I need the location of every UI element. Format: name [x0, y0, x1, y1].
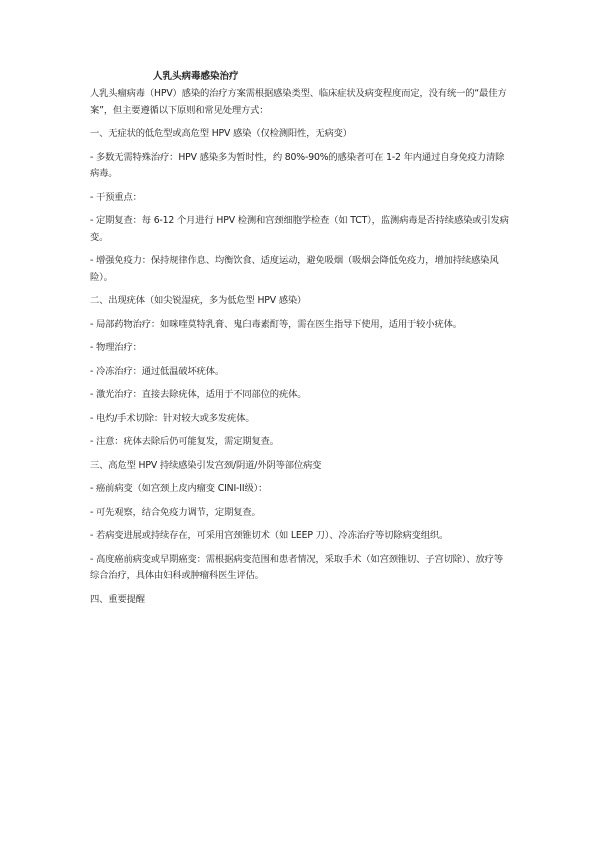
paragraph: - 激光治疗：直接去除疣体，适用于不同部位的疣体。 [90, 389, 307, 400]
paragraph: - 物理治疗： [90, 342, 142, 353]
paragraph: - 注意：疣体去除后仍可能复发，需定期复查。 [90, 436, 279, 447]
section-heading-1: 一、无症状的低危型或高危型 HPV 感染（仅检测阳性，无病变） [90, 128, 352, 139]
section-heading-2: 二、出现疣体（如尖锐湿疣，多为低危型 HPV 感染） [90, 295, 307, 306]
document-title: 人乳头病毒感染治疗 [153, 71, 239, 82]
paragraph: - 电灼/手术切除：针对较大或多发疣体。 [90, 412, 255, 424]
section-heading-3: 三、高危型 HPV 持续感染引发宫颈/阴道/外阴等部位病变 [90, 459, 322, 471]
intro-paragraph: 人乳头瘤病毒（HPV）感染的治疗方案需根据感染类型、临床症状及病变程度而定，没有统一的“最佳方案”，但主要遵循以下原则和常见处理方式： [90, 88, 507, 116]
paragraph: - 局部药物治疗：如咪喹莫特乳膏、鬼臼毒素酊等，需在医生指导下使用，适用于较小疣体。 [90, 318, 462, 330]
paragraph: - 可先观察，结合免疫力调节，定期复查。 [90, 506, 261, 518]
paragraph: - 若病变进展或持续存在，可采用宫颈锥切术（如 LEEP 刀）、冷冻治疗等切除病变组织。 [90, 530, 449, 541]
document-page [90, 70, 510, 608]
paragraph: - 冷冻治疗：通过低温破坏疣体。 [90, 365, 225, 377]
paragraph: - 高度癌前病变或早期癌变：需根据病变范围和患者情况，采取手术（如宫颈锥切、子宫切除）、放疗等综合治疗，具体由妇科或肿瘤科医生评估。 [90, 553, 503, 581]
paragraph: - 癌前病变（如宫颈上皮内瘤变 CINI-II级）： [90, 483, 268, 494]
paragraph: - 增强免疫力：保持规律作息、均衡饮食、适度运动，避免吸烟（吸烟会降低免疫力，增加持续感染风险）。 [90, 255, 499, 283]
paragraph: - 干预重点： [90, 191, 142, 203]
paragraph: - 定期复查：每 6-12 个月进行 HPV 检测和宫颈细胞学检查（如 TCT），监测病毒是否持续感染或引发病变。 [90, 215, 509, 243]
paragraph: - 多数无需特殊治疗：HPV 感染多为暂时性，约 80%-90%的感染者可在 1-2 年内通过自身免疫力清除病毒。 [90, 151, 505, 179]
section-heading-4: 四、重要提醒 [90, 593, 145, 605]
